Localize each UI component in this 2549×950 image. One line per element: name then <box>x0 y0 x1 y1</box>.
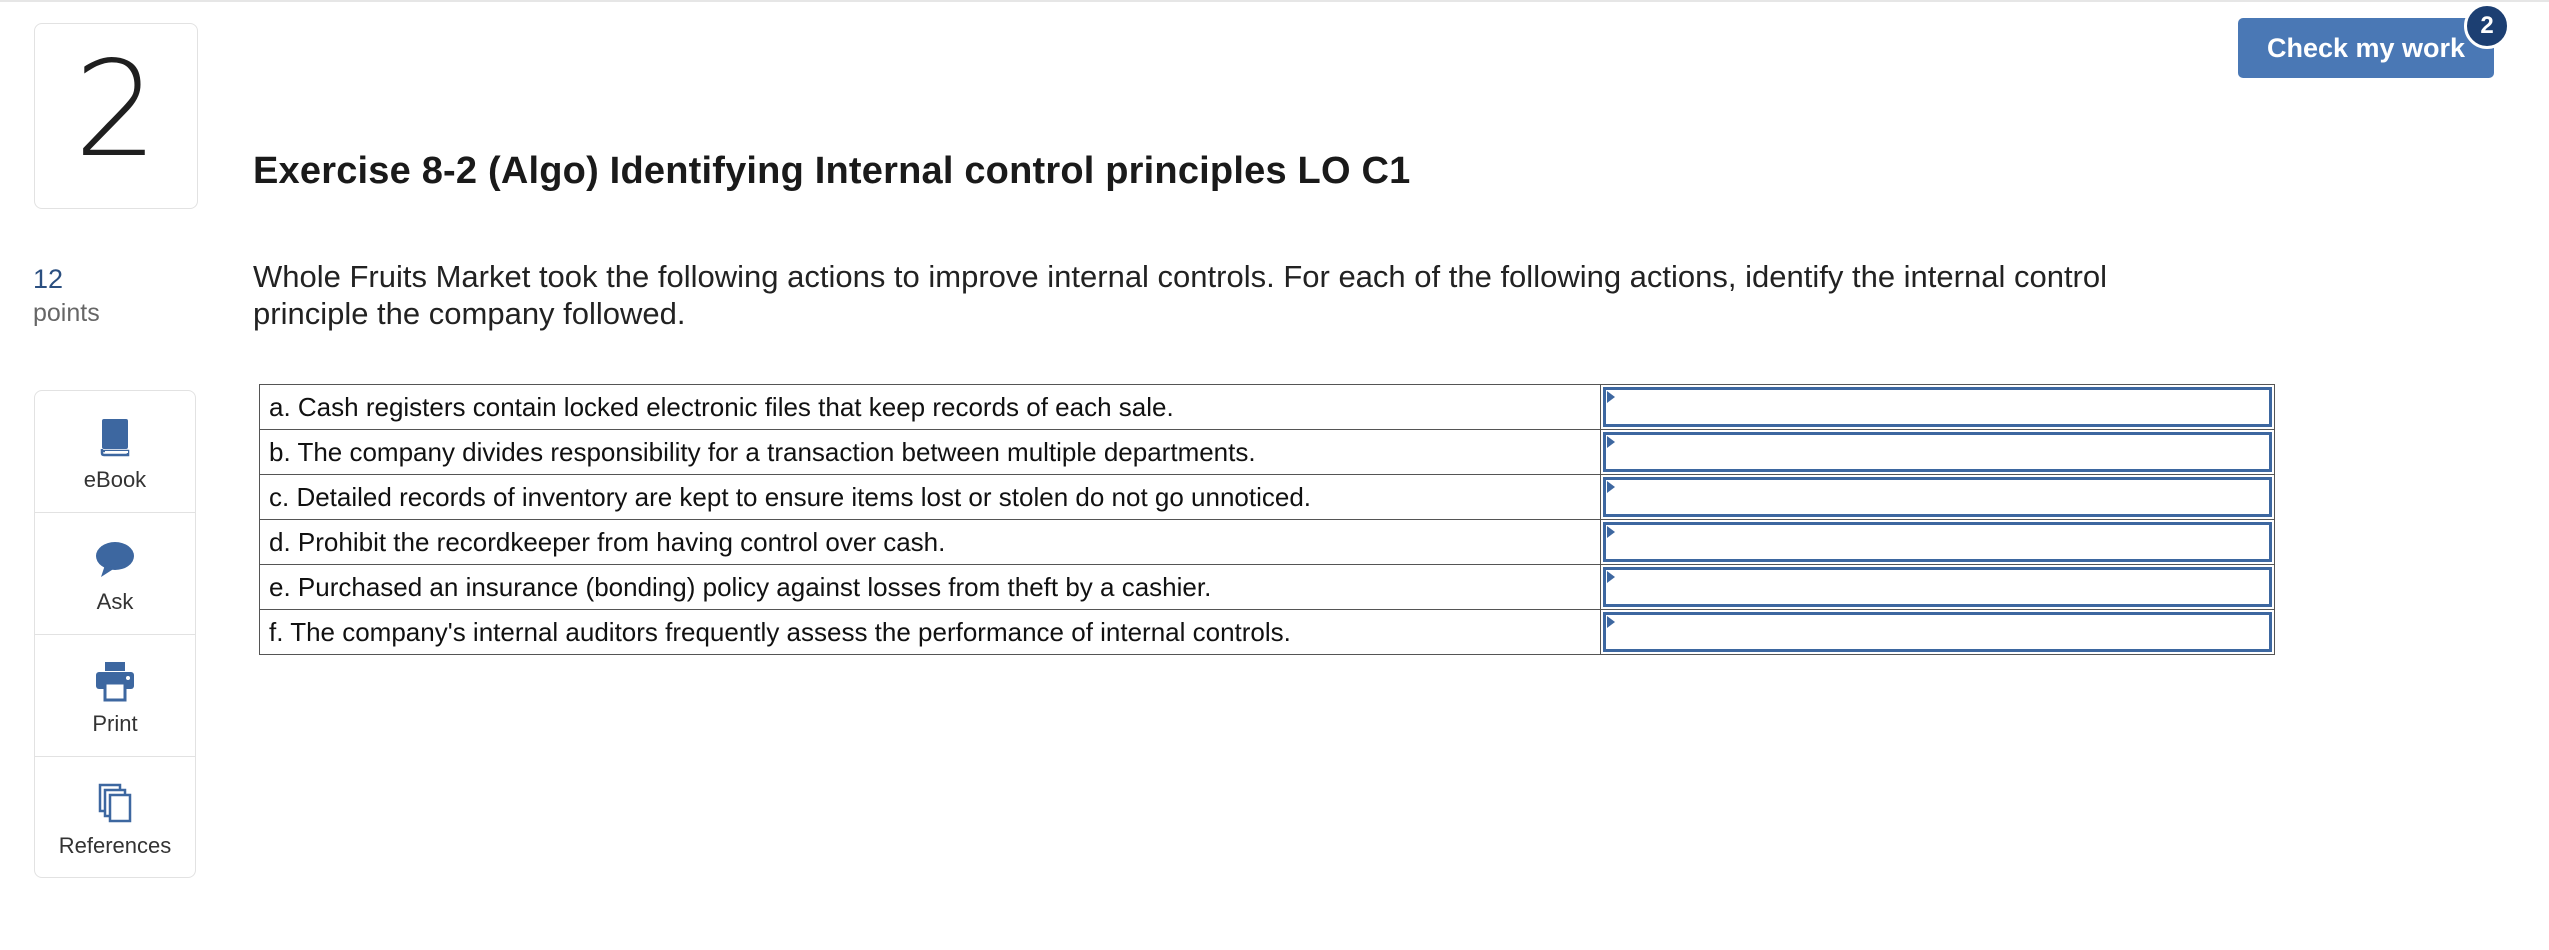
action-statement: f. The company's internal auditors frequently assess the performance of internal controls. <box>260 610 1601 655</box>
exercise-title: Exercise 8-2 (Algo) Identifying Internal control principles LO C1 <box>253 150 1411 192</box>
table-row <box>260 475 2275 520</box>
principle-dropdown[interactable] <box>1603 432 2272 472</box>
answer-cell <box>1601 565 2275 610</box>
tools-panel <box>34 390 196 878</box>
ask-button[interactable] <box>35 513 195 635</box>
principle-dropdown[interactable] <box>1603 477 2272 517</box>
principle-dropdown[interactable] <box>1603 387 2272 427</box>
table-row <box>260 520 2275 565</box>
ebook-button[interactable] <box>35 391 195 513</box>
table-row <box>260 430 2275 475</box>
documents-icon <box>93 781 137 825</box>
references-label: References <box>58 833 172 858</box>
principle-dropdown[interactable] <box>1603 612 2272 652</box>
action-statement: c. Detailed records of inventory are kept to ensure items lost or stolen do not go unnoticed. <box>260 475 1601 520</box>
question-number-box <box>34 23 198 209</box>
question-number: 2 <box>74 33 158 187</box>
printer-icon <box>93 659 137 703</box>
print-button[interactable] <box>35 635 195 757</box>
answer-cell <box>1601 610 2275 655</box>
answer-cell <box>1601 385 2275 430</box>
book-icon <box>93 415 137 459</box>
ask-label: Ask <box>96 589 134 614</box>
action-statement: a. Cash registers contain locked electronic files that keep records of each sale. <box>260 385 1601 430</box>
points-label: points <box>33 299 100 327</box>
answer-cell <box>1601 520 2275 565</box>
top-divider <box>0 0 2549 2</box>
chat-bubble-icon <box>93 537 137 581</box>
points-value: 12 <box>33 264 64 294</box>
action-statement: b. The company divides responsibility for a transaction between multiple departments. <box>260 430 1601 475</box>
internal-control-table <box>259 384 2275 655</box>
answer-cell <box>1601 475 2275 520</box>
table-row <box>260 565 2275 610</box>
ebook-label: eBook <box>83 467 147 492</box>
references-button[interactable] <box>35 757 195 879</box>
principle-dropdown[interactable] <box>1603 567 2272 607</box>
answer-cell <box>1601 430 2275 475</box>
check-count-badge: 2 <box>2464 3 2510 49</box>
table-row <box>260 385 2275 430</box>
check-my-work-button[interactable]: Check my work <box>2238 18 2494 78</box>
principle-dropdown[interactable] <box>1603 522 2272 562</box>
action-statement: d. Prohibit the recordkeeper from having control over cash. <box>260 520 1601 565</box>
table-row <box>260 610 2275 655</box>
print-label: Print <box>92 711 138 736</box>
exercise-prompt: Whole Fruits Market took the following actions to improve internal controls. For each of the following actions, identify the internal control principle the company followed. <box>253 259 2108 331</box>
action-statement: e. Purchased an insurance (bonding) policy against losses from theft by a cashier. <box>260 565 1601 610</box>
